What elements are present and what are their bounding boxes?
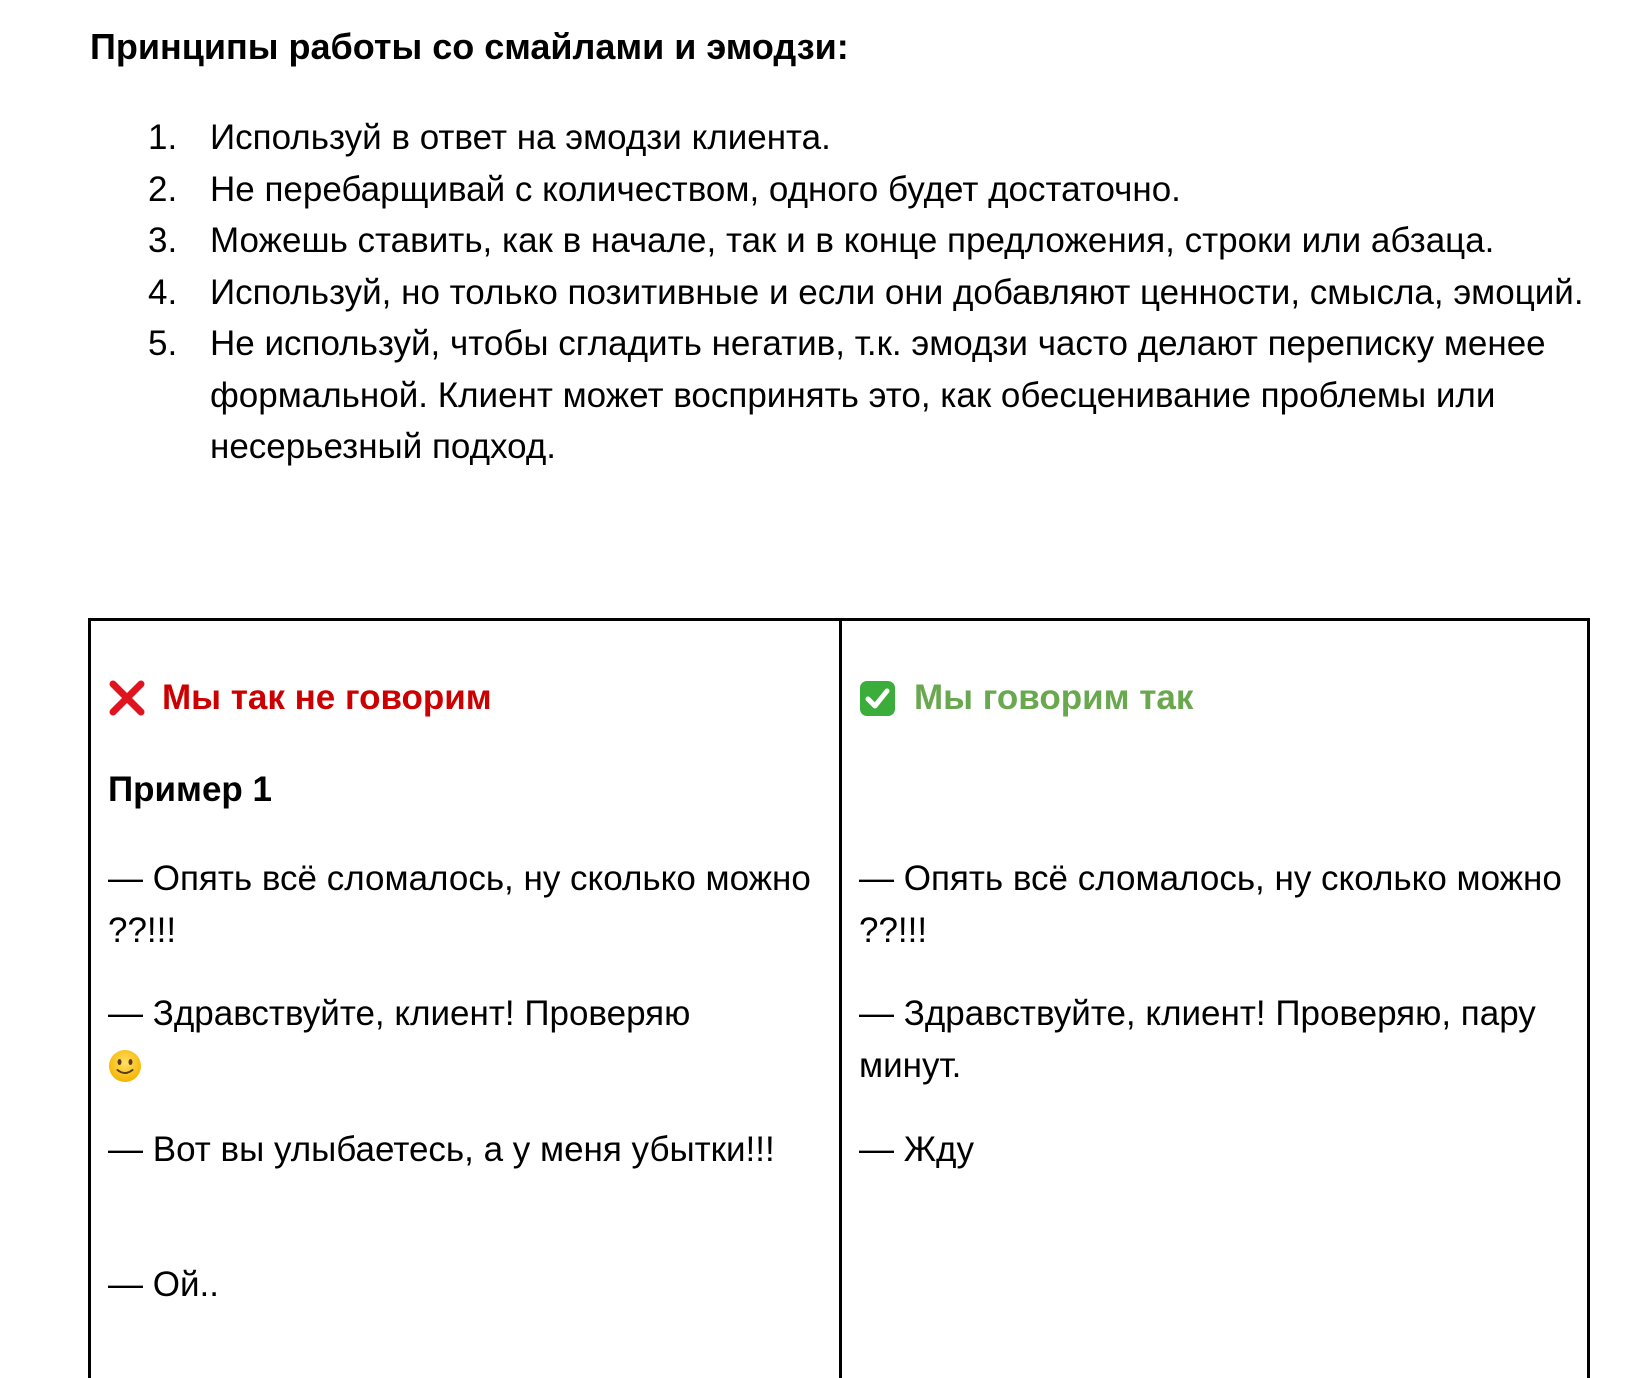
page-title: Принципы работы со смайлами и эмодзи: [90, 26, 849, 67]
list-item-number: 4. [148, 272, 178, 312]
bad-dialog-line: — Вот вы улыбаетесь, а у меня убытки!!! [108, 1130, 775, 1169]
list-item-number: 2. [148, 169, 178, 209]
list-item-number: 5. [148, 324, 178, 363]
bad-dialog-line: — Ой.. [108, 1265, 219, 1304]
good-dialog-line: — Здравствуйте, клиент! Проверяю, пару минут. [859, 994, 1536, 1085]
bad-dialog-line [108, 988, 818, 1091]
list-item-text: Используй, но только позитивные и если они добавляют ценности, смысла, эмоций. [210, 272, 1584, 312]
good-column-heading [859, 675, 1193, 721]
cross-mark-icon [108, 679, 146, 717]
list-item-text: Не перебарщивай с количеством, одного будет достаточно. [210, 169, 1181, 209]
check-mark-button-icon [859, 680, 896, 717]
list-item [148, 318, 1588, 473]
bad-dialog-line-text: — Здравствуйте, клиент! Проверяю [108, 994, 691, 1033]
good-dialog-line: — Жду [859, 1130, 974, 1169]
list-item-number: 1. [148, 118, 178, 157]
slightly-smiling-face-icon [108, 1049, 142, 1083]
principles-list [148, 112, 1588, 473]
list-item-text: Используй в ответ на эмодзи клиента. [210, 118, 831, 157]
list-item-number: 3. [148, 221, 178, 260]
list-item-text: Не используй, чтобы сгладить негатив, т.к. эмодзи часто делают переписку менее формальной. Клиент может воспринять это, как обесценивание проблемы или несерьезный подход. [210, 324, 1546, 466]
bad-column-heading-text: Мы так не говорим [162, 678, 492, 717]
list-item [148, 215, 1588, 267]
good-dialog-line: — Опять всё сломалось, ну сколько можно ??!!! [859, 859, 1562, 950]
column-divider [839, 621, 842, 1378]
list-item [148, 112, 1588, 164]
example-title: Пример 1 [108, 770, 272, 809]
list-item [148, 164, 1588, 216]
bad-column-heading [108, 675, 492, 721]
comparison-table [88, 618, 1590, 1378]
list-item-text: Можешь ставить, как в начале, так и в конце предложения, строки или абзаца. [210, 221, 1495, 260]
list-item [148, 267, 1588, 319]
good-column-heading-text: Мы говорим так [914, 678, 1194, 717]
bad-dialog-line: — Опять всё сломалось, ну сколько можно ??!!! [108, 859, 811, 950]
